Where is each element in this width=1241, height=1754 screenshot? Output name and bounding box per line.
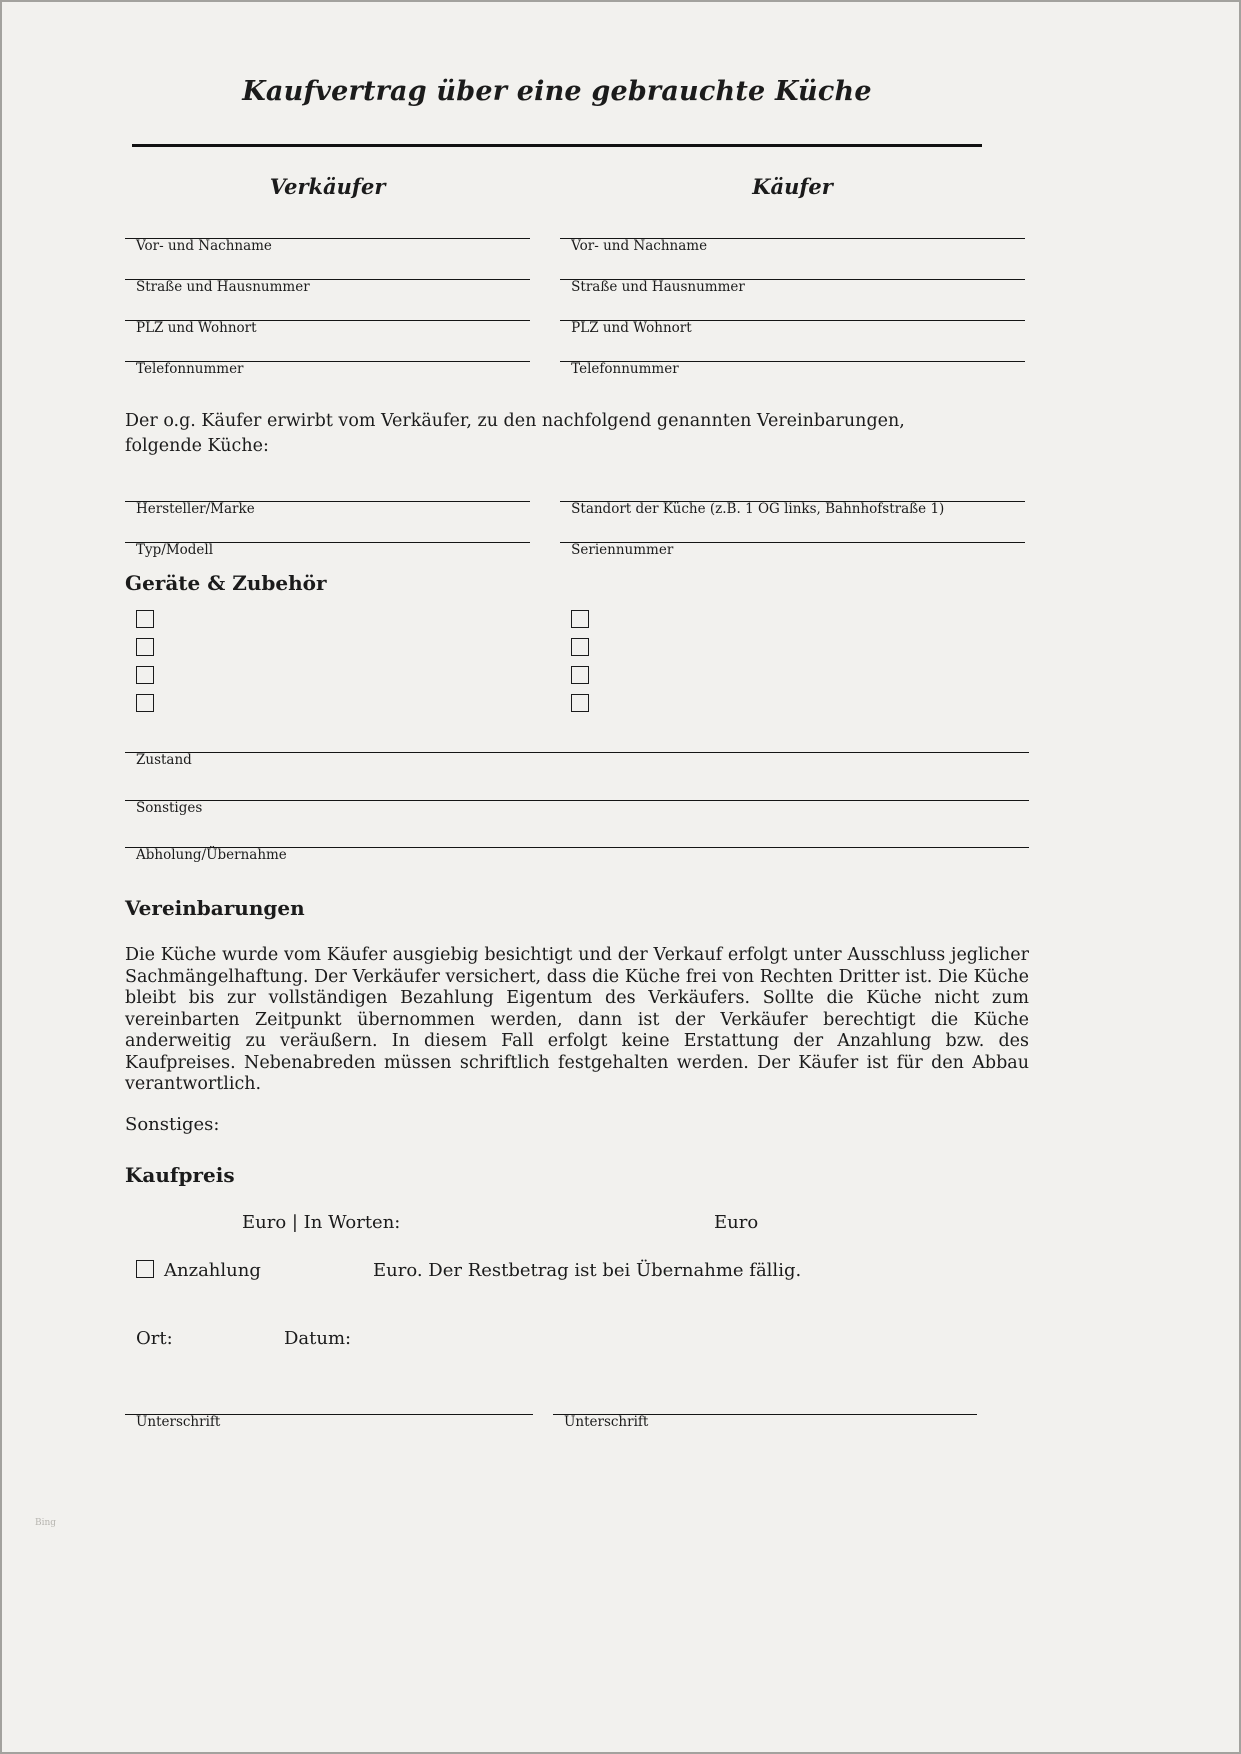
serial-input[interactable]	[560, 517, 1025, 543]
equipment-checkbox[interactable]	[571, 638, 589, 656]
deposit-checkbox[interactable]	[136, 1260, 154, 1278]
equipment-checkbox[interactable]	[571, 666, 589, 684]
model-label: Typ/Modell	[136, 542, 214, 558]
deposit-label: Anzahlung	[164, 1259, 261, 1281]
buyer-phone-field	[560, 336, 1025, 377]
seller-name-label: Vor- und Nachname	[136, 238, 272, 254]
equipment-checkbox[interactable]	[136, 610, 154, 628]
euro-in-words-label: Euro | In Worten:	[242, 1211, 401, 1233]
euro-label: Euro	[714, 1211, 759, 1233]
equipment-checkbox[interactable]	[136, 694, 154, 712]
seller-street-input[interactable]	[125, 254, 530, 280]
buyer-name-input[interactable]	[560, 201, 1025, 239]
model-row	[125, 517, 1025, 558]
buyer-signature-label: Unterschrift	[564, 1413, 649, 1430]
pickup-label: Abholung/Übernahme	[136, 847, 287, 863]
buyer-street-label: Straße und Hausnummer	[571, 279, 745, 295]
buyer-heading: Käufer	[752, 174, 833, 199]
other-field	[125, 768, 1029, 816]
buyer-city-field	[560, 295, 1025, 336]
equipment-checkbox[interactable]	[571, 610, 589, 628]
location-field	[560, 459, 1025, 517]
price-heading: Kaufpreis	[125, 1162, 235, 1187]
place-date-row	[125, 1328, 1025, 1352]
deposit-text: Euro. Der Restbetrag ist bei Übernahme fällig.	[373, 1259, 802, 1281]
condition-field	[125, 712, 1029, 768]
pickup-input[interactable]	[125, 816, 1029, 848]
seller-name-input[interactable]	[125, 201, 530, 239]
manufacturer-row	[125, 459, 1025, 517]
intro-paragraph: Der o.g. Käufer erwirbt vom Verkäufer, zu den nachfolgend genannten Vereinbarungen, folgende Küche:	[125, 411, 905, 456]
buyer-signature-field[interactable]	[553, 1414, 977, 1430]
seller-street-field	[125, 254, 530, 295]
title-block	[132, 76, 982, 108]
seller-phone-input[interactable]	[125, 336, 530, 362]
agreements-body: Die Küche wurde vom Käufer ausgiebig besichtigt und der Verkauf erfolgt unter Ausschluss jeglicher Sachmängelhaftung. Der Verkäufer versichert, dass die Küche frei von Rechten Dritter ist. Die Küche bleibt bis zur vollständigen Bezahlung Eigentum des Verkäufers. Sollte die Küche nicht zum vereinbarten Zeitpunkt übernommen werden, dann ist der Verkäufer berechtigt die Küche anderweitig zu veräußern. In diesem Fall erfolgt keine Erstattung der Anzahlung bzw. des Kaufpreises. Nebenabreden müssen schriftlich festgehalten werden. Der Käufer ist für den Abbau verantwortlich.	[125, 945, 1029, 1094]
serial-label: Seriennummer	[571, 542, 674, 558]
date-label: Datum:	[284, 1327, 352, 1349]
seller-name-field	[125, 201, 530, 254]
location-input[interactable]	[560, 459, 1025, 502]
party-headings	[125, 173, 1025, 201]
agreements-heading: Vereinbarungen	[125, 896, 305, 920]
document-title: Kaufvertrag über eine gebrauchte Küche	[242, 76, 872, 107]
buyer-city-input[interactable]	[560, 295, 1025, 321]
manufacturer-field	[125, 459, 530, 517]
condition-input[interactable]	[125, 712, 1029, 753]
buyer-name-label: Vor- und Nachname	[571, 238, 708, 254]
other-input[interactable]	[125, 768, 1029, 801]
equipment-checkbox[interactable]	[571, 694, 589, 712]
model-field	[125, 517, 530, 558]
street-row	[125, 254, 1025, 295]
seller-city-input[interactable]	[125, 295, 530, 321]
equipment-checkbox-grid	[125, 610, 1025, 712]
equipment-checkbox[interactable]	[136, 666, 154, 684]
seller-phone-label: Telefonnummer	[136, 361, 244, 377]
watermark-text: Bing	[35, 1518, 57, 1528]
phone-row	[125, 336, 1025, 377]
seller-signature-label: Unterschrift	[136, 1413, 221, 1430]
seller-street-label: Straße und Hausnummer	[136, 279, 310, 295]
buyer-phone-input[interactable]	[560, 336, 1025, 362]
deposit-row	[125, 1260, 1025, 1284]
buyer-street-input[interactable]	[560, 254, 1025, 280]
model-input[interactable]	[125, 517, 530, 543]
seller-signature-field[interactable]	[125, 1414, 533, 1430]
equipment-checkbox[interactable]	[136, 638, 154, 656]
place-label: Ort:	[136, 1327, 173, 1349]
city-row	[125, 295, 1025, 336]
buyer-street-field	[560, 254, 1025, 295]
seller-heading: Verkäufer	[269, 174, 386, 199]
buyer-name-field	[560, 201, 1025, 254]
signature-row	[125, 1414, 1025, 1430]
sonstiges-label: Sonstiges:	[125, 1113, 220, 1135]
title-divider	[132, 144, 982, 147]
buyer-city-label: PLZ und Wohnort	[571, 320, 692, 336]
manufacturer-input[interactable]	[125, 459, 530, 502]
name-row	[125, 201, 1025, 254]
equipment-checkbox-column-left	[125, 610, 530, 712]
price-amount-row	[125, 1212, 1025, 1236]
seller-city-field	[125, 295, 530, 336]
buyer-phone-label: Telefonnummer	[571, 361, 679, 377]
seller-phone-field	[125, 336, 530, 377]
manufacturer-label: Hersteller/Marke	[136, 501, 255, 517]
other-label: Sonstiges	[136, 800, 203, 816]
location-label: Standort der Küche (z.B. 1 OG links, Bahnhofstraße 1)	[571, 501, 945, 517]
condition-label: Zustand	[136, 752, 192, 768]
equipment-checkbox-column-right	[560, 610, 1025, 712]
seller-city-label: PLZ und Wohnort	[136, 320, 257, 336]
serial-field	[560, 517, 1025, 558]
pickup-field	[125, 816, 1029, 863]
equipment-heading: Geräte & Zubehör	[125, 571, 327, 595]
